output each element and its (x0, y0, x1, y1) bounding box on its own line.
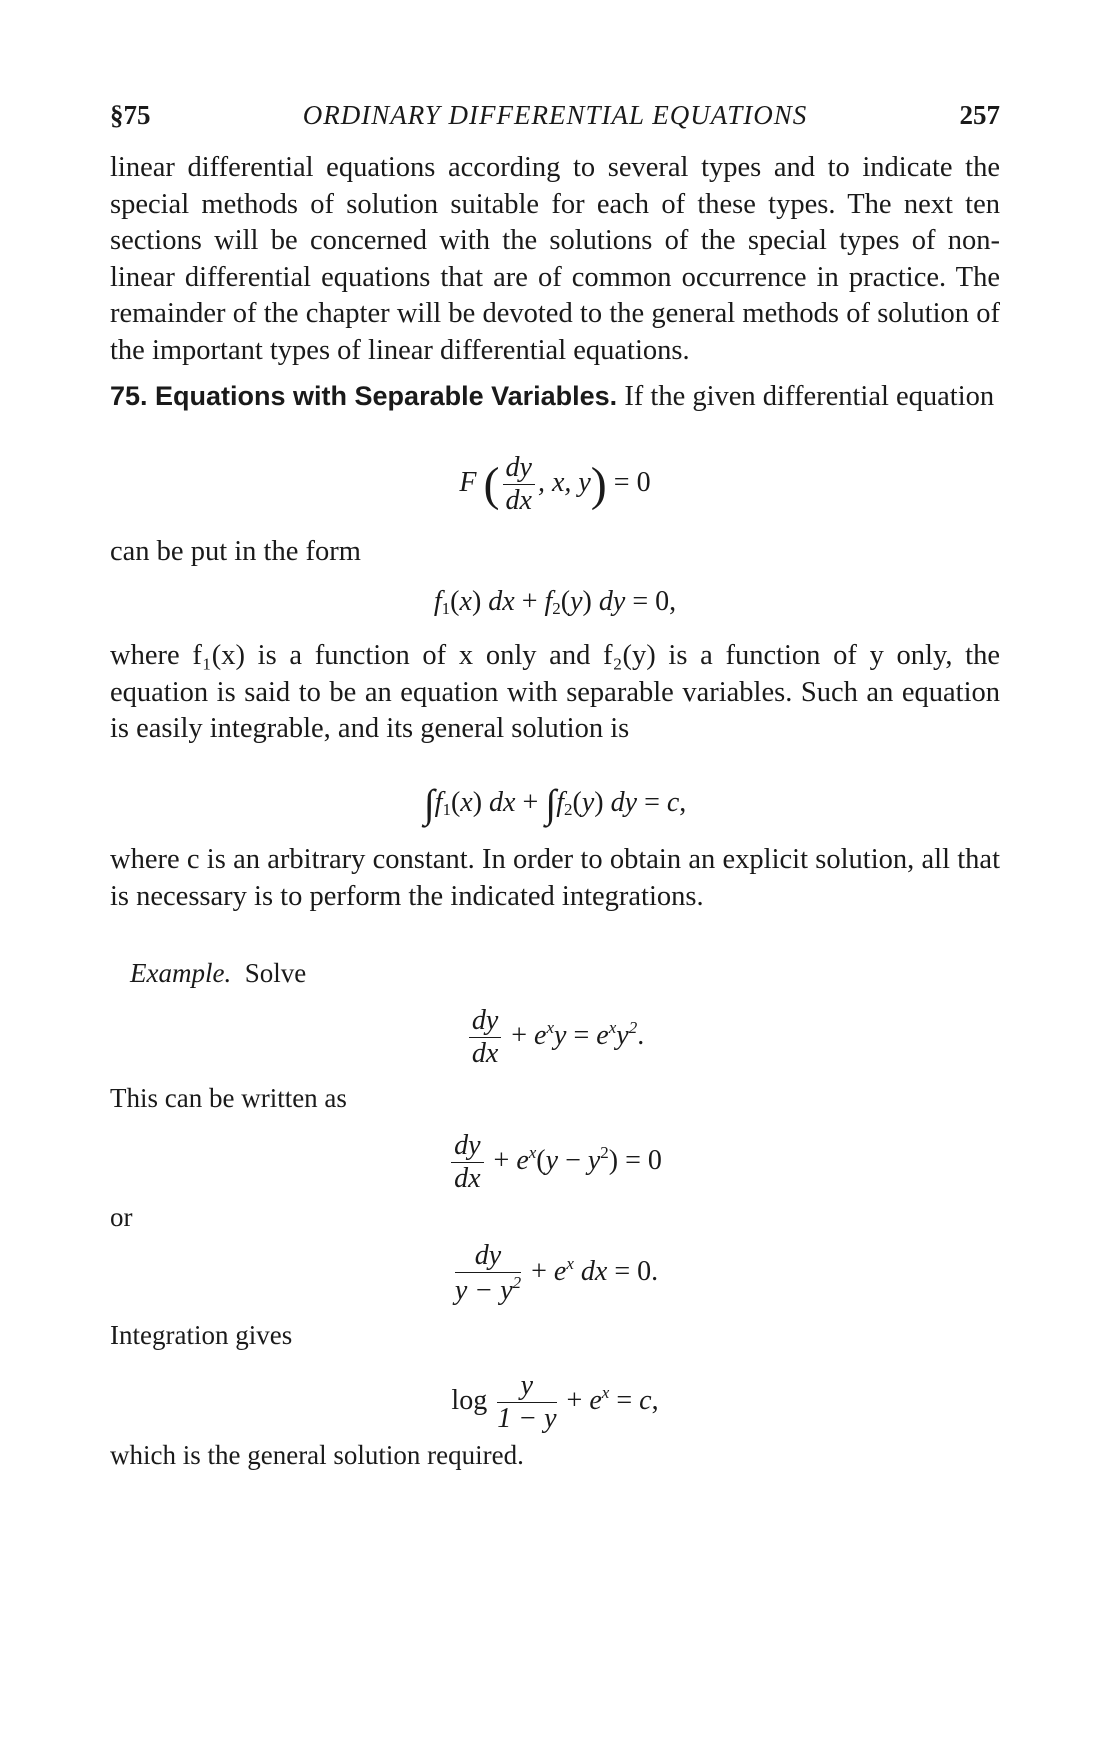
closing-text: which is the general solution required. (110, 1440, 524, 1470)
page-number: 257 (959, 100, 1000, 130)
or-text: or (110, 1202, 133, 1232)
equation-result: log $\frac{y}{1 - y}$ + $e^x = c$, (451, 1370, 659, 1435)
example-label: Example. (130, 958, 232, 988)
running-header (110, 100, 1000, 140)
constant-paragraph: where c is an arbitrary constant. In order to obtain an explicit solution, all that is necessary is to perform the indicated integrations. (110, 844, 1000, 912)
equation-separable-form: $f_1(x)$ dx + $f_2(y)$ dy = 0, (433, 586, 677, 618)
equation-separated: $\frac{dy}{y - y^2}$ + $e^x$ dx = 0. (454, 1240, 659, 1307)
where-paragraph: where f₁(x) is a function of x only and f₂(y) is a function of y only, the equation is said to be an equation with separable variables. Such an equation is easily integrable, and its general solution is (110, 640, 1000, 744)
equation-general-form: F ( $\frac{dy}{dx}$ , x, y) = 0 (459, 452, 651, 517)
equation-rewritten: $\frac{dy}{dx}$ + $e^x(y - y^2) = 0$ (110, 1130, 1000, 1195)
section-lead: If the given differential equation (624, 381, 995, 412)
example-solve: Solve (244, 958, 307, 988)
written-as-text: This can be written as (110, 1083, 347, 1113)
section-paragraph (110, 378, 1000, 416)
section-mark: §75 (110, 100, 151, 130)
equation-general-solution: $\int f_1(x)$ dx + $\int f_2(y)$ dy = c, (423, 781, 687, 826)
equation-example: $\frac{dy}{dx}$ + $e^xy = e^xy^2$. (110, 1005, 1000, 1070)
running-title: ORDINARY DIFFERENTIAL EQUATIONS (302, 100, 808, 130)
intro-paragraph: linear differential equations according to several types and to indicate the special methods of solution suitable for each of these types. The next ten sections will be concerned with the solutions of the special types of non-linear differential equations that are of common occurrence in practice. The remainder of the chapter will be devoted to the general methods of solution of the important types of linear differential equations. (110, 152, 1000, 366)
integration-gives-text: Integration gives (110, 1320, 293, 1350)
can-be-put-text: can be put in the form (110, 536, 361, 567)
example-line (130, 958, 306, 989)
section-heading: 75. Equations with Separable Variables. (110, 381, 618, 411)
